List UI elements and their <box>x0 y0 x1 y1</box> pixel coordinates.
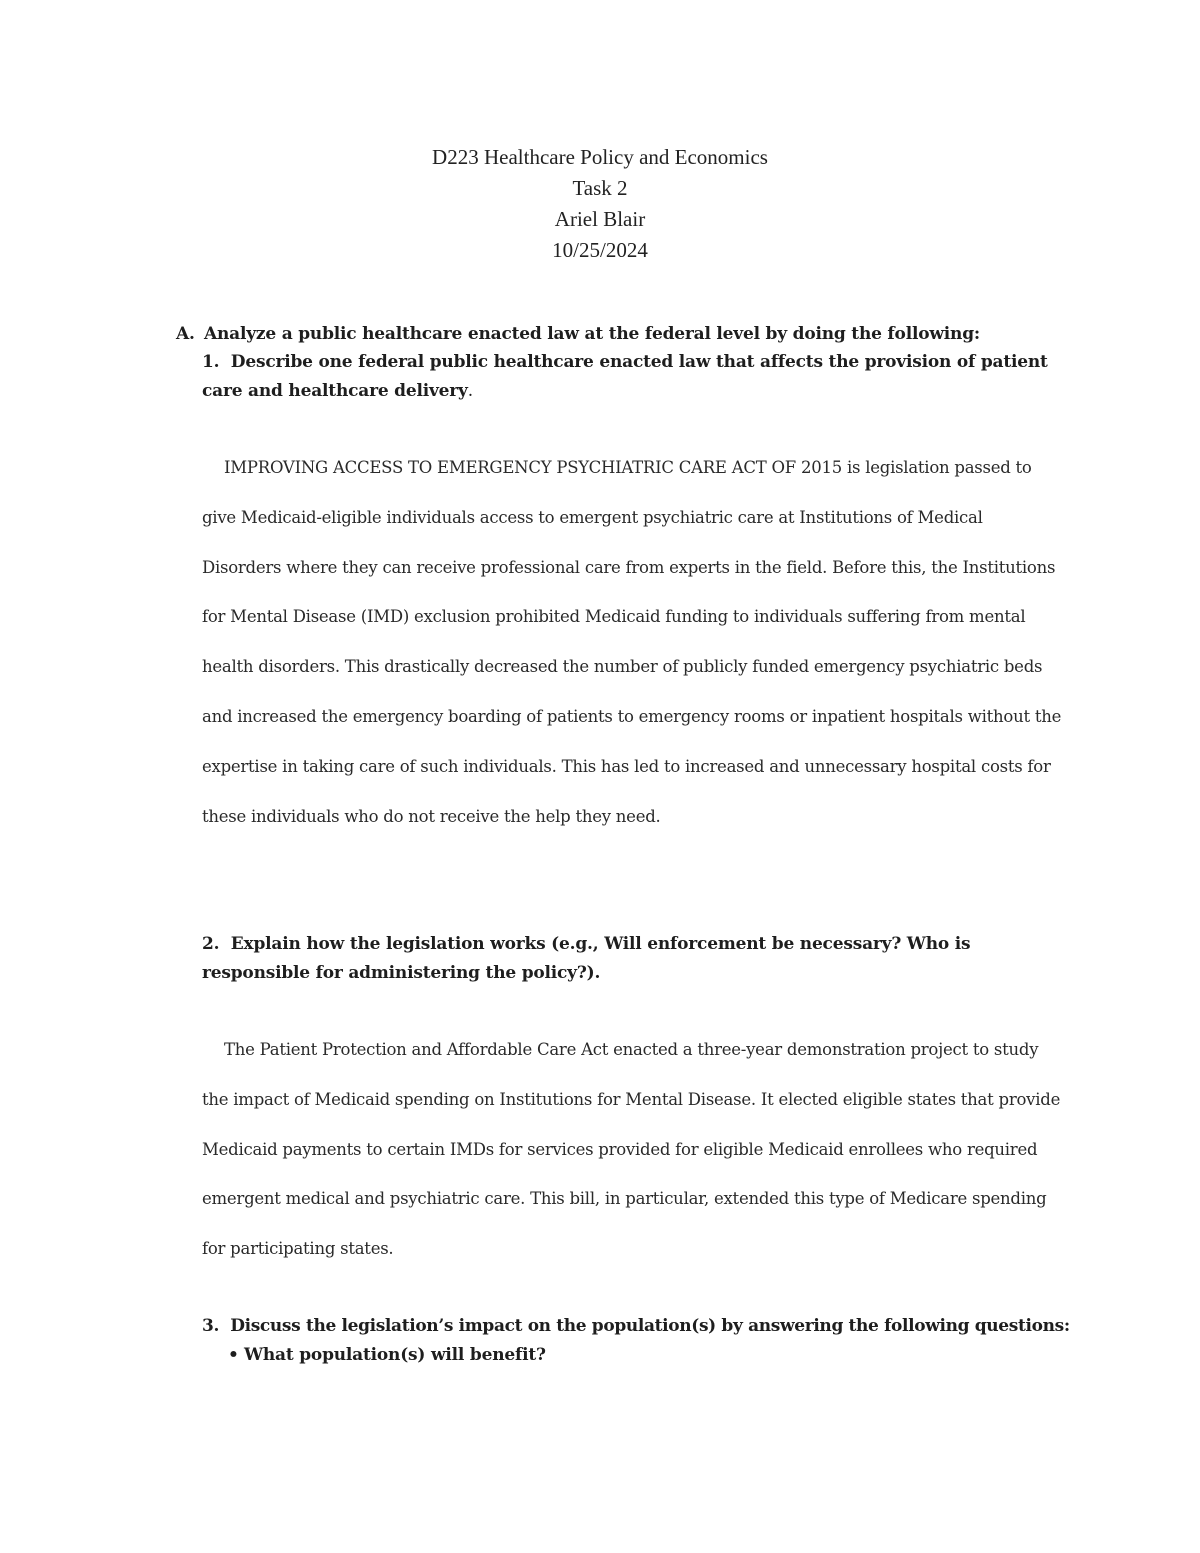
question-3-heading <box>202 1312 1082 1341</box>
question-2-number: 2. <box>202 934 220 954</box>
task-title: Task 2 <box>572 176 628 200</box>
bullet-text: What population(s) will benefit? <box>244 1345 546 1365</box>
question-1-tail: . <box>467 381 473 401</box>
author-name: Ariel Blair <box>554 207 646 231</box>
title-block <box>0 142 1200 266</box>
question-2-heading <box>202 930 1062 988</box>
question-3-text: Discuss the legislation’s impact on the population(s) by answering the following questions: <box>230 1316 1070 1336</box>
bullet-marker: • <box>228 1345 239 1365</box>
course-title: D223 Healthcare Policy and Economics <box>432 145 768 169</box>
section-a-heading <box>176 320 1056 349</box>
answer-2-paragraph <box>202 1025 1062 1274</box>
question-3-number: 3. <box>202 1316 220 1336</box>
document-date: 10/25/2024 <box>552 238 648 262</box>
answer-2-text: The Patient Protection and Affordable Care Act enacted a three-year demonstration project to study the impact of Medicaid spending on Institutions for Mental Disease. It elected eligible states that provide Medicaid payments to certain IMDs for services provided for eligible Medicaid enrollees who required emergent medical and psychiatric care. This bill, in particular, extended this type of Medicare spending for participating states. <box>202 1040 1061 1259</box>
question-3-bullet <box>228 1341 928 1370</box>
section-a-text: Analyze a public healthcare enacted law at the federal level by doing the following: <box>204 324 980 344</box>
answer-1-text: IMPROVING ACCESS TO EMERGENCY PSYCHIATRIC CARE ACT OF 2015 is legislation passed to give Medicaid-eligible individuals access to emergent psychiatric care at Institutions of Medical Disorders where they can receive professional care from experts in the field. Before this, the Institutions for Mental Disease (IMD) exclusion prohibited Medicaid funding to individuals suffering from mental health disorders. This drastically decreased the number of publicly funded emergency psychiatric beds and increased the emergency boarding of patients to emergency rooms or inpatient hospitals without the expertise in taking care of such individuals. This has led to increased and unnecessary hospital costs for these individuals who do not receive the help they need. <box>202 458 1062 826</box>
question-1-number: 1. <box>202 352 220 372</box>
answer-1-paragraph <box>202 443 1062 841</box>
question-1-heading <box>202 348 1052 406</box>
section-a-label: A. <box>176 324 195 344</box>
question-2-text: Explain how the legislation works (e.g., Will enforcement be necessary? Who is responsible for administering the policy?). <box>202 934 971 983</box>
question-1-text: Describe one federal public healthcare enacted law that affects the provision of patient care and healthcare delivery <box>202 352 1048 401</box>
